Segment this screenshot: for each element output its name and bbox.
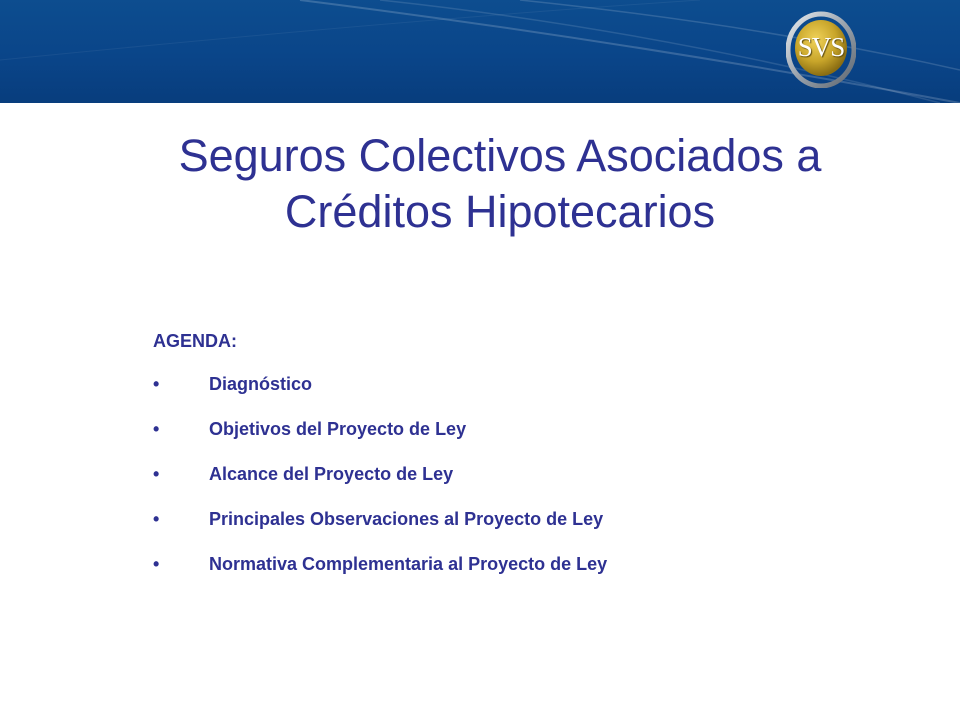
agenda-item-label: Normativa Complementaria al Proyecto de Ley [209,554,608,574]
bullet-icon: • [153,419,160,439]
agenda-item-label: Diagnóstico [209,374,313,394]
header-banner [0,0,960,103]
logo-text: SVS [797,32,845,62]
title-line-1: Seguros Colectivos Asociados a [178,130,822,181]
bullet-icon: • [153,554,160,574]
agenda-heading: AGENDA: [153,331,237,351]
bullet-icon: • [153,464,160,484]
bullet-icon: • [153,374,160,394]
agenda-item-label: Objetivos del Proyecto de Ley [209,419,467,439]
svs-logo-icon [786,10,856,88]
bullet-icon: • [153,509,160,529]
agenda-item-label: Principales Observaciones al Proyecto de Ley [209,509,604,529]
page-title [60,128,940,240]
title-line-2: Créditos Hipotecarios [284,186,716,237]
agenda-item-label: Alcance del Proyecto de Ley [209,464,454,484]
